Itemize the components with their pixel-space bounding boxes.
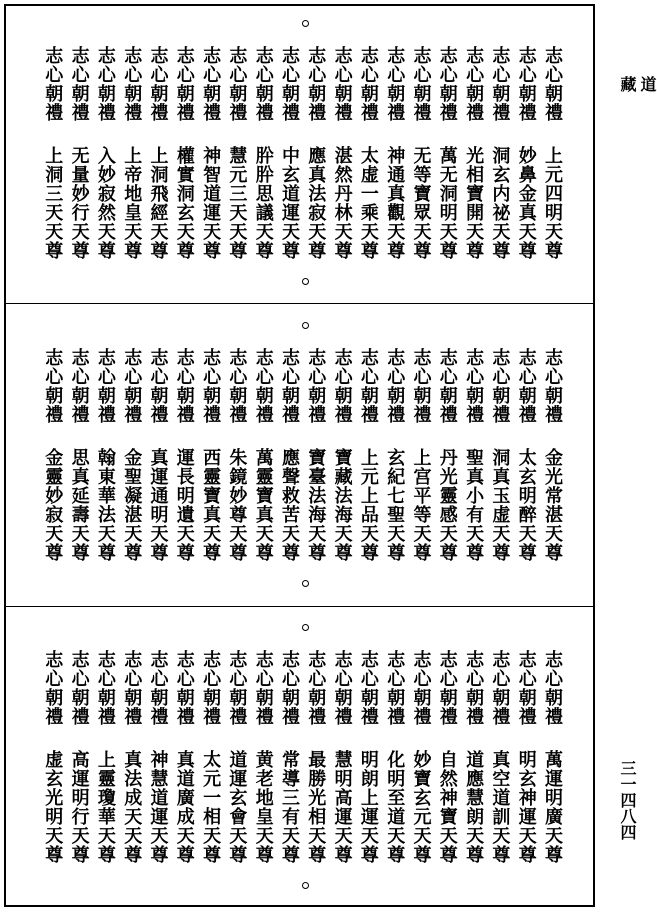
deity-name: 聖真小有天尊	[463, 448, 485, 562]
deity-name: 道運玄會天尊	[226, 750, 248, 864]
invocation-column	[224, 650, 248, 870]
invocation-column	[382, 348, 406, 568]
deity-name: 真空道訓天尊	[489, 750, 511, 864]
invocation-column	[303, 46, 327, 266]
invocation-column	[409, 46, 433, 266]
invocation-heading: 志心朝禮	[147, 46, 169, 122]
invocation-column	[514, 348, 538, 568]
invocation-column	[251, 650, 275, 870]
invocation-column	[198, 348, 222, 568]
invocation-column	[119, 348, 143, 568]
deity-name: 湛然丹林天尊	[331, 146, 353, 260]
deity-name: 上元上品天尊	[357, 448, 379, 562]
deity-name: 明玄神運天尊	[515, 750, 537, 864]
invocation-column	[435, 348, 459, 568]
binding-hole	[302, 322, 309, 329]
invocation-heading: 志心朝禮	[542, 650, 563, 726]
deity-name: 神智道運天尊	[200, 146, 222, 260]
invocation-heading: 志心朝禮	[436, 348, 458, 424]
invocation-column	[67, 46, 91, 266]
invocation-column	[461, 46, 485, 266]
invocation-heading: 志心朝禮	[331, 348, 353, 424]
deity-name: 金光常湛天尊	[542, 448, 563, 562]
invocation-heading: 志心朝禮	[279, 46, 300, 122]
invocation-column	[224, 348, 248, 568]
deity-name: 上洞飛經天尊	[147, 146, 169, 260]
invocation-column	[172, 46, 196, 266]
book-title-first: 道	[638, 76, 657, 92]
invocation-heading: 志心朝禮	[42, 348, 64, 424]
invocation-column	[119, 650, 143, 870]
deity-name: 應真法寂天尊	[305, 146, 327, 260]
panel-divider	[6, 303, 593, 304]
invocation-column	[514, 46, 538, 266]
invocation-heading: 志心朝禮	[357, 348, 379, 424]
deity-name: 真運通明天尊	[147, 448, 169, 562]
invocation-heading: 志心朝禮	[305, 46, 327, 122]
invocation-heading: 志心朝禮	[463, 650, 485, 726]
invocation-heading: 志心朝禮	[147, 348, 169, 424]
invocation-column	[382, 46, 406, 266]
invocation-column	[277, 650, 301, 870]
deity-name: 上元四明天尊	[542, 146, 563, 260]
deity-name: 真道廣成天尊	[173, 750, 195, 864]
deity-name: 寶臺法海天尊	[305, 448, 327, 562]
invocation-column	[146, 46, 170, 266]
deity-name: 運長明遺天尊	[173, 448, 195, 562]
deity-name: 入妙寂然天尊	[94, 146, 116, 260]
deity-name: 化明至道天尊	[384, 750, 406, 864]
deity-name: 上靈瓊華天尊	[94, 750, 116, 864]
deity-name: 明朗上運天尊	[357, 750, 379, 864]
invocation-column	[487, 348, 511, 568]
deity-name: 光相寶開天尊	[463, 146, 485, 260]
deity-name: 朱鏡妙尊天尊	[226, 448, 248, 562]
invocation-column	[461, 650, 485, 870]
invocation-heading: 志心朝禮	[173, 348, 195, 424]
binding-hole	[302, 20, 309, 27]
invocation-column	[540, 348, 564, 568]
invocation-heading: 志心朝禮	[279, 348, 300, 424]
invocation-column	[172, 650, 196, 870]
invocation-column	[198, 46, 222, 266]
binding-hole	[302, 882, 309, 889]
deity-name: 无等寶眾天尊	[410, 146, 432, 260]
invocation-heading: 志心朝禮	[489, 46, 511, 122]
invocation-column	[382, 650, 406, 870]
invocation-heading: 志心朝禮	[436, 46, 458, 122]
invocation-column	[540, 46, 564, 266]
deity-name: 自然神寶天尊	[436, 750, 458, 864]
invocation-heading: 志心朝禮	[94, 650, 116, 726]
deity-name: 妙鼻金真天尊	[515, 146, 537, 260]
deity-name: 金靈妙寂天尊	[42, 448, 64, 562]
deity-name: 虚玄光明天尊	[42, 750, 64, 864]
invocation-heading: 志心朝禮	[542, 348, 563, 424]
invocation-column	[487, 650, 511, 870]
invocation-column	[93, 348, 117, 568]
deity-name: 丹光靈感天尊	[436, 448, 458, 562]
invocation-heading: 志心朝禮	[279, 650, 300, 726]
invocation-column	[409, 348, 433, 568]
invocation-heading: 志心朝禮	[357, 46, 379, 122]
invocation-column	[172, 348, 196, 568]
invocation-heading: 志心朝禮	[173, 46, 195, 122]
text-panel	[0, 308, 640, 598]
invocation-heading: 志心朝禮	[68, 348, 90, 424]
invocation-column	[435, 650, 459, 870]
deity-name: 玄紀七聖天尊	[384, 448, 406, 562]
deity-name: 上宫平等天尊	[410, 448, 432, 562]
invocation-column	[277, 46, 301, 266]
deity-name: 應聲救苦天尊	[279, 448, 300, 562]
invocation-column	[198, 650, 222, 870]
invocation-column	[330, 348, 354, 568]
deity-name: 萬无洞明天尊	[436, 146, 458, 260]
invocation-heading: 志心朝禮	[94, 348, 116, 424]
invocation-column	[356, 650, 380, 870]
invocation-heading: 志心朝禮	[42, 650, 64, 726]
invocation-heading: 志心朝禮	[94, 46, 116, 122]
invocation-column	[356, 348, 380, 568]
deity-name: 无量妙行天尊	[68, 146, 90, 260]
invocation-heading: 志心朝禮	[226, 46, 248, 122]
deity-name: 上帝地皇天尊	[121, 146, 143, 260]
invocation-heading: 志心朝禮	[436, 650, 458, 726]
invocation-heading: 志心朝禮	[410, 650, 432, 726]
invocation-column	[303, 348, 327, 568]
deity-name: 萬靈寶真天尊	[252, 448, 274, 562]
invocation-heading: 志心朝禮	[42, 46, 64, 122]
invocation-column	[356, 46, 380, 266]
deity-name: 洞玄内祕天尊	[489, 146, 511, 260]
deity-name: 寶藏法海天尊	[331, 448, 353, 562]
invocation-column	[93, 46, 117, 266]
invocation-heading: 志心朝禮	[121, 650, 143, 726]
deity-name: 中玄道運天尊	[279, 146, 300, 260]
invocation-column	[409, 650, 433, 870]
invocation-heading: 志心朝禮	[305, 650, 327, 726]
invocation-heading: 志心朝禮	[252, 46, 274, 122]
invocation-column	[514, 650, 538, 870]
binding-hole	[302, 624, 309, 631]
invocation-heading: 志心朝禮	[331, 650, 353, 726]
invocation-column	[67, 650, 91, 870]
deity-name: 權實洞玄天尊	[173, 146, 195, 260]
deity-name: 慧元三天天尊	[226, 146, 248, 260]
invocation-column	[146, 348, 170, 568]
invocation-column	[93, 650, 117, 870]
invocation-heading: 志心朝禮	[252, 348, 274, 424]
invocation-heading: 志心朝禮	[357, 650, 379, 726]
invocation-heading: 志心朝禮	[384, 46, 406, 122]
invocation-column	[461, 348, 485, 568]
invocation-column	[119, 46, 143, 266]
invocation-heading: 志心朝禮	[489, 348, 511, 424]
invocation-heading: 志心朝禮	[200, 46, 222, 122]
invocation-heading: 志心朝禮	[200, 348, 222, 424]
deity-name: 金聖凝湛天尊	[121, 448, 143, 562]
invocation-column	[251, 46, 275, 266]
book-title-second: 藏	[618, 76, 637, 92]
invocation-heading: 志心朝禮	[173, 650, 195, 726]
invocation-heading: 志心朝禮	[121, 46, 143, 122]
deity-name: 翰東華法天尊	[94, 448, 116, 562]
deity-name: 真法成天天尊	[121, 750, 143, 864]
deity-name: 神通真觀天尊	[384, 146, 406, 260]
deity-name: 道應慧朗天尊	[463, 750, 485, 864]
deity-name: 神慧道運天尊	[147, 750, 169, 864]
text-panel	[0, 6, 640, 296]
binding-hole	[302, 278, 309, 285]
invocation-heading: 志心朝禮	[515, 650, 537, 726]
invocation-heading: 志心朝禮	[410, 46, 432, 122]
invocation-heading: 志心朝禮	[384, 348, 406, 424]
invocation-heading: 志心朝禮	[331, 46, 353, 122]
deity-name: 上洞三天天尊	[42, 146, 64, 260]
invocation-heading: 志心朝禮	[226, 650, 248, 726]
text-panel	[0, 610, 640, 900]
deity-name: 慧明高運天尊	[331, 750, 353, 864]
invocation-column	[330, 46, 354, 266]
invocation-heading: 志心朝禮	[226, 348, 248, 424]
invocation-heading: 志心朝禮	[515, 46, 537, 122]
deity-name: 太元一相天尊	[200, 750, 222, 864]
binding-hole	[302, 580, 309, 587]
invocation-heading: 志心朝禮	[489, 650, 511, 726]
invocation-column	[67, 348, 91, 568]
invocation-column	[40, 46, 64, 266]
invocation-heading: 志心朝禮	[463, 348, 485, 424]
invocation-heading: 志心朝禮	[410, 348, 432, 424]
invocation-heading: 志心朝禮	[147, 650, 169, 726]
deity-name: 常導三有天尊	[279, 750, 300, 864]
deity-name: 高運明行天尊	[68, 750, 90, 864]
invocation-heading: 志心朝禮	[68, 46, 90, 122]
invocation-column	[330, 650, 354, 870]
deity-name: 太玄明醉天尊	[515, 448, 537, 562]
deity-name: 西靈寶真天尊	[200, 448, 222, 562]
invocation-column	[146, 650, 170, 870]
invocation-heading: 志心朝禮	[515, 348, 537, 424]
invocation-heading: 志心朝禮	[200, 650, 222, 726]
invocation-heading: 志心朝禮	[305, 348, 327, 424]
invocation-column	[277, 348, 301, 568]
panel-divider	[6, 606, 593, 607]
invocation-column	[224, 46, 248, 266]
deity-name: 太虚一乘天尊	[357, 146, 379, 260]
invocation-column	[40, 650, 64, 870]
invocation-heading: 志心朝禮	[68, 650, 90, 726]
deity-name: 最勝光相天尊	[305, 750, 327, 864]
invocation-heading: 志心朝禮	[542, 46, 563, 122]
deity-name: 洞真玉虚天尊	[489, 448, 511, 562]
invocation-column	[487, 46, 511, 266]
invocation-column	[435, 46, 459, 266]
deity-name: 黄老地皇天尊	[252, 750, 274, 864]
invocation-column	[540, 650, 564, 870]
deity-name: 妙寶玄元天尊	[410, 750, 432, 864]
deity-name: 思真延壽天尊	[68, 448, 90, 562]
invocation-column	[303, 650, 327, 870]
invocation-heading: 志心朝禮	[121, 348, 143, 424]
invocation-column	[40, 348, 64, 568]
deity-name: 萬運明廣天尊	[542, 750, 563, 864]
deity-name: 肸肸思議天尊	[252, 146, 274, 260]
page-number: 三一四八四	[618, 760, 637, 840]
invocation-heading: 志心朝禮	[252, 650, 274, 726]
invocation-heading: 志心朝禮	[384, 650, 406, 726]
invocation-column	[251, 348, 275, 568]
invocation-heading: 志心朝禮	[463, 46, 485, 122]
